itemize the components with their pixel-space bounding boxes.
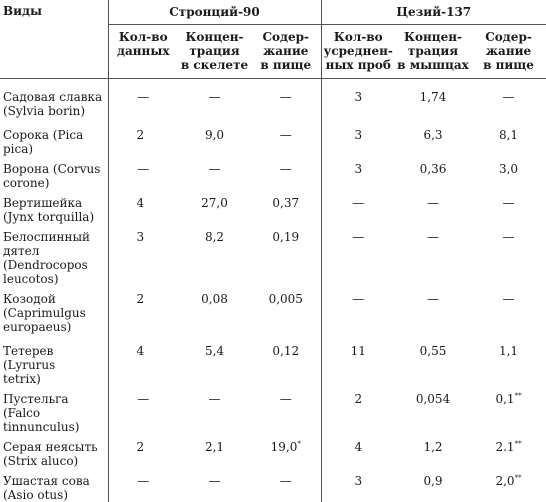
species-name-line: (Caprimulgus bbox=[3, 305, 86, 320]
cell-value: 19,0 bbox=[270, 439, 298, 454]
header-line: жание bbox=[263, 44, 309, 58]
species-name-line: (Jynx torquilla) bbox=[3, 209, 95, 224]
species-name-line: (Asio otus) bbox=[3, 487, 68, 502]
species-column-header: Виды bbox=[0, 0, 108, 79]
sr-food-cell bbox=[251, 122, 321, 156]
species-name-line: Ушастая сова bbox=[3, 473, 90, 488]
cell-value: 1,1 bbox=[498, 343, 519, 358]
cell-value: 0,37 bbox=[272, 195, 300, 210]
header-line: Концен- bbox=[404, 30, 462, 44]
cs-muscle-cell bbox=[395, 434, 471, 468]
cell-value: — bbox=[427, 229, 440, 244]
sr-count-cell bbox=[108, 468, 178, 502]
cell-value: 3 bbox=[354, 473, 363, 488]
footnote-marker: ** bbox=[514, 473, 522, 482]
cell-value: 0,36 bbox=[419, 161, 447, 176]
cs-food-cell bbox=[471, 468, 546, 502]
cell-value: — bbox=[352, 291, 365, 306]
cell-value: — bbox=[137, 161, 150, 176]
sr-skeleton-cell bbox=[178, 79, 251, 122]
cell-value: — bbox=[279, 473, 292, 488]
species-cell bbox=[0, 286, 108, 338]
cell-value: 2 bbox=[354, 391, 363, 406]
cell-value: — bbox=[137, 473, 150, 488]
cs-muscle-cell bbox=[395, 224, 471, 286]
cs-muscle-cell bbox=[395, 338, 471, 386]
sr-count-cell bbox=[108, 386, 178, 434]
species-cell bbox=[0, 338, 108, 386]
cs-food-cell bbox=[471, 286, 546, 338]
cs-food-cell bbox=[471, 79, 546, 122]
cell-value: — bbox=[208, 161, 221, 176]
cs-food-cell bbox=[471, 386, 546, 434]
cell-value: — bbox=[502, 90, 515, 104]
cs-food-cell bbox=[471, 434, 546, 468]
sr-count-cell bbox=[108, 434, 178, 468]
sr-count-cell bbox=[108, 338, 178, 386]
species-cell bbox=[0, 434, 108, 468]
sr-skeleton-cell bbox=[178, 122, 251, 156]
cell-value: 3 bbox=[354, 127, 363, 142]
cell-value: 4 bbox=[354, 439, 363, 454]
sr-food-cell bbox=[251, 286, 321, 338]
cs-count-cell bbox=[321, 468, 395, 502]
cell-value: — bbox=[352, 229, 365, 244]
cs-muscle-cell bbox=[395, 286, 471, 338]
table-row bbox=[0, 122, 546, 156]
cs-count-cell bbox=[321, 190, 395, 224]
header-line: в скелете bbox=[180, 58, 249, 72]
species-name-line: Ворона (Corvus bbox=[3, 161, 101, 176]
cell-value: 2 bbox=[136, 291, 145, 306]
sr-skeleton-cell bbox=[178, 156, 251, 190]
table-row bbox=[0, 190, 546, 224]
sr-food-header bbox=[251, 25, 321, 79]
sr-food-cell bbox=[251, 468, 321, 502]
cell-value: 0,55 bbox=[419, 343, 447, 358]
cell-value: 4 bbox=[136, 343, 145, 358]
cell-value: — bbox=[427, 291, 440, 306]
table-row bbox=[0, 79, 546, 122]
sr-food-cell bbox=[251, 190, 321, 224]
species-name-line: tinnunculus) bbox=[3, 419, 80, 434]
footnote-marker: ** bbox=[514, 439, 522, 448]
species-name-line: Сорока (Pica bbox=[3, 127, 84, 142]
cell-value: 0,9 bbox=[423, 473, 443, 488]
sr-count-cell bbox=[108, 122, 178, 156]
cell-value: — bbox=[208, 391, 221, 406]
species-name-line: corone) bbox=[3, 175, 50, 190]
cs-muscle-cell bbox=[395, 468, 471, 502]
header-line: жание bbox=[485, 44, 532, 58]
cs-count-cell bbox=[321, 338, 395, 386]
header-line: ных проб bbox=[325, 58, 391, 72]
cell-value: — bbox=[137, 90, 150, 104]
footnote-marker: ** bbox=[514, 391, 522, 400]
strontium-group-header: Стронций-90 bbox=[108, 0, 321, 25]
cell-value: 9,0 bbox=[204, 127, 225, 142]
cs-count-cell bbox=[321, 156, 395, 190]
sr-food-cell bbox=[251, 79, 321, 122]
table-row bbox=[0, 434, 546, 468]
species-name-line: (Sylvia borin) bbox=[3, 104, 85, 118]
table-row bbox=[0, 224, 546, 286]
cell-value: 8,1 bbox=[498, 127, 519, 142]
cell-value: — bbox=[427, 195, 440, 210]
cs-food-cell bbox=[471, 224, 546, 286]
sr-skeleton-cell bbox=[178, 224, 251, 286]
species-name-line: europaeus) bbox=[3, 319, 72, 334]
header-line: усреднен- bbox=[323, 44, 393, 58]
cesium-group-header: Цезий-137 bbox=[321, 0, 546, 25]
cell-value: 2,0 bbox=[495, 473, 515, 488]
species-cell bbox=[0, 468, 108, 502]
cell-value: 2 bbox=[136, 439, 145, 454]
sr-count-cell bbox=[108, 156, 178, 190]
species-name-line: Вертишейка bbox=[3, 195, 83, 210]
sr-skeleton-cell bbox=[178, 190, 251, 224]
cell-value: — bbox=[208, 473, 221, 488]
cell-value: 8,2 bbox=[204, 229, 225, 244]
species-name-line: leucotos) bbox=[3, 271, 59, 286]
cs-count-cell bbox=[321, 79, 395, 122]
cell-value: 11 bbox=[350, 343, 366, 358]
species-name-line: Козодой bbox=[3, 291, 56, 306]
cell-value: 2,1 bbox=[204, 439, 225, 454]
cs-count-cell bbox=[321, 224, 395, 286]
cell-value: — bbox=[502, 291, 515, 306]
sr-count-cell bbox=[108, 190, 178, 224]
table-row bbox=[0, 156, 546, 190]
cs-muscle-cell bbox=[395, 190, 471, 224]
cs-count-cell bbox=[321, 434, 395, 468]
cell-value: — bbox=[279, 161, 292, 176]
cs-muscle-cell bbox=[395, 79, 471, 122]
header-line: трация bbox=[407, 44, 459, 58]
cs-count-cell bbox=[321, 286, 395, 338]
header-row-groups bbox=[0, 0, 546, 25]
cell-value: 0,1 bbox=[495, 391, 515, 406]
cell-value: — bbox=[279, 391, 292, 406]
cell-value: 6,3 bbox=[423, 127, 443, 142]
species-name-line: Белоспинный bbox=[3, 229, 91, 244]
header-line: Концен- bbox=[185, 30, 244, 44]
table-row bbox=[0, 468, 546, 502]
cell-value: 0,12 bbox=[272, 343, 300, 358]
species-cell bbox=[0, 122, 108, 156]
cell-value: 2.1 bbox=[495, 439, 515, 454]
cell-value: 27,0 bbox=[201, 195, 228, 210]
cell-value: 3 bbox=[354, 161, 363, 176]
header-line: Содер- bbox=[485, 30, 532, 44]
cell-value: 0,19 bbox=[272, 229, 300, 244]
cell-value: — bbox=[502, 229, 515, 244]
species-name-line: Серая неясыть bbox=[3, 439, 98, 454]
cs-count-header bbox=[321, 25, 395, 79]
sr-skeleton-cell bbox=[178, 338, 251, 386]
cell-value: 3 bbox=[136, 229, 145, 244]
sr-count-cell bbox=[108, 286, 178, 338]
species-cell bbox=[0, 386, 108, 434]
sr-food-cell bbox=[251, 224, 321, 286]
sr-count-cell bbox=[108, 224, 178, 286]
cell-value: 3,0 bbox=[498, 161, 519, 176]
cs-food-header bbox=[471, 25, 546, 79]
cell-value: 2 bbox=[136, 127, 145, 142]
header-line: трация bbox=[189, 44, 240, 58]
cell-value: — bbox=[352, 195, 365, 210]
footnote-marker: * bbox=[297, 439, 301, 448]
cell-value: — bbox=[208, 90, 221, 104]
sr-food-cell bbox=[251, 156, 321, 190]
cs-food-cell bbox=[471, 122, 546, 156]
table-row bbox=[0, 286, 546, 338]
sr-skeleton-cell bbox=[178, 434, 251, 468]
cs-food-cell bbox=[471, 338, 546, 386]
sr-count-header bbox=[108, 25, 178, 79]
header-line: Кол-во bbox=[118, 30, 168, 44]
table-row bbox=[0, 386, 546, 434]
table-body bbox=[0, 79, 546, 502]
cell-value: — bbox=[279, 127, 292, 142]
cs-food-cell bbox=[471, 156, 546, 190]
cs-count-cell bbox=[321, 122, 395, 156]
cs-muscle-cell bbox=[395, 386, 471, 434]
header-line: в пище bbox=[483, 58, 534, 72]
species-cell bbox=[0, 190, 108, 224]
species-name-line: (Dendrocopos bbox=[3, 257, 88, 272]
species-name-line: Садовая славка bbox=[3, 90, 103, 104]
cell-value: 0,005 bbox=[268, 291, 303, 306]
species-name-line: дятел bbox=[3, 243, 40, 258]
header-line: в мышцах bbox=[397, 58, 469, 72]
cs-food-cell bbox=[471, 190, 546, 224]
cs-muscle-cell bbox=[395, 122, 471, 156]
species-cell bbox=[0, 156, 108, 190]
species-name-line: tetrix) bbox=[3, 371, 41, 386]
cell-value: 5,4 bbox=[204, 343, 225, 358]
cell-value: 0,054 bbox=[415, 391, 451, 406]
sr-count-cell bbox=[108, 79, 178, 122]
cell-value: 0,08 bbox=[201, 291, 228, 306]
cell-value: — bbox=[502, 195, 515, 210]
sr-skeleton-cell bbox=[178, 286, 251, 338]
species-cell bbox=[0, 79, 108, 122]
species-name-line: (Strix aluco) bbox=[3, 453, 79, 468]
header-line: Содер- bbox=[262, 30, 310, 44]
sr-skeleton-cell bbox=[178, 386, 251, 434]
sr-food-cell bbox=[251, 386, 321, 434]
cell-value: 4 bbox=[136, 195, 145, 210]
species-name-line: pica) bbox=[3, 141, 34, 156]
cell-value: 1,74 bbox=[419, 90, 447, 104]
cs-count-cell bbox=[321, 386, 395, 434]
sr-skeleton-header bbox=[178, 25, 251, 79]
sr-food-cell bbox=[251, 338, 321, 386]
cell-value: — bbox=[279, 90, 292, 104]
table-header bbox=[0, 0, 546, 79]
cell-value: — bbox=[137, 391, 150, 406]
table-row bbox=[0, 338, 546, 386]
sr-food-cell bbox=[251, 434, 321, 468]
header-line: данных bbox=[116, 44, 170, 58]
cs-muscle-header bbox=[395, 25, 471, 79]
header-line: Кол-во bbox=[333, 30, 383, 44]
sr-skeleton-cell bbox=[178, 468, 251, 502]
cell-value: 3 bbox=[354, 90, 363, 104]
header-line: в пище bbox=[260, 58, 312, 72]
cs-muscle-cell bbox=[395, 156, 471, 190]
species-name-line: Тетерев (Lyrurus bbox=[3, 343, 56, 372]
species-name-line: Пустельга (Falco bbox=[3, 391, 69, 420]
species-cell bbox=[0, 224, 108, 286]
cell-value: 1,2 bbox=[423, 439, 443, 454]
